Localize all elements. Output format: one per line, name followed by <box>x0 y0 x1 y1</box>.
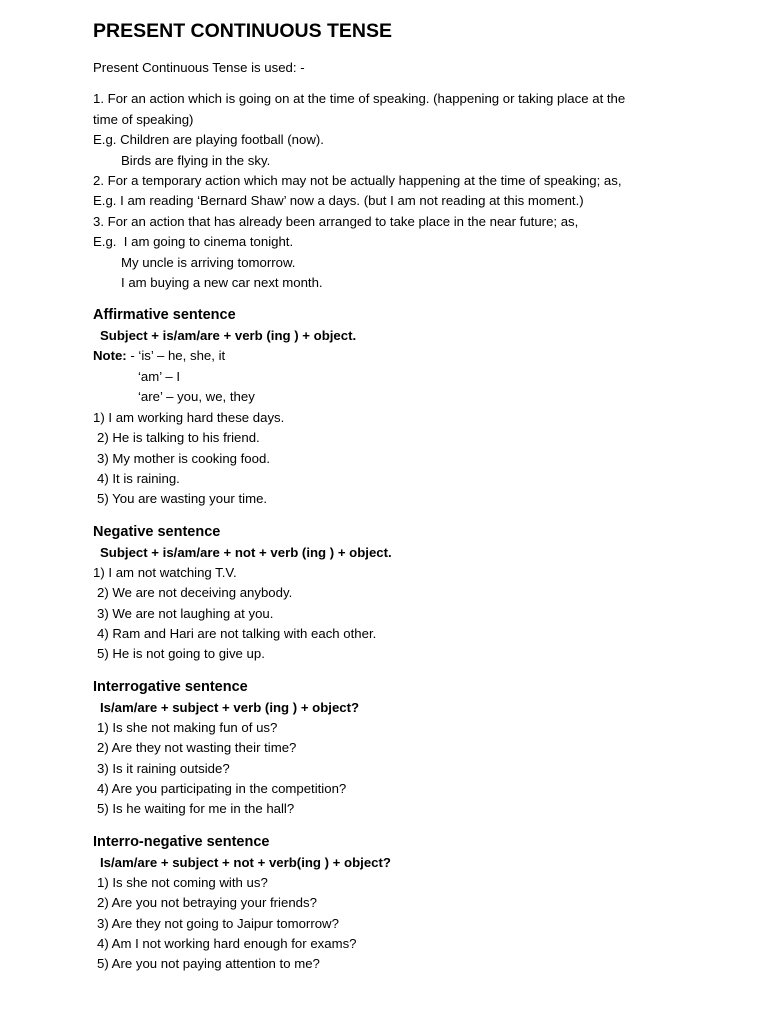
formula: Is/am/are + subject + not + verb(ing ) + object? <box>100 854 391 870</box>
page-title: PRESENT CONTINUOUS TENSE <box>93 20 393 42</box>
interro-negative-section <box>93 832 708 975</box>
example-line: 4) It is raining. <box>97 470 180 486</box>
section-heading: Affirmative sentence <box>93 307 236 324</box>
intro-text: Present Continuous Tense is used: - <box>93 60 305 75</box>
example-line: 2) We are not deceiving anybody. <box>97 585 293 601</box>
example-line: 1) I am working hard these days. <box>93 409 285 425</box>
use-line: E.g. I am reading ‘Bernard Shaw’ now a days. (but I am not reading at this moment.) <box>93 193 584 209</box>
note-text: - ‘is’ – he, she, it <box>126 348 226 364</box>
example-line: 5) You are wasting your time. <box>97 491 268 507</box>
affirmative-section <box>93 305 708 509</box>
example-line: 4) Am I not working hard enough for exams? <box>97 936 357 951</box>
spacer <box>93 78 708 89</box>
use-line: E.g. Children are playing football (now). <box>93 132 324 148</box>
uses-list <box>93 89 708 293</box>
section-heading: Negative sentence <box>93 523 221 540</box>
note-line <box>93 346 708 366</box>
use-line: My uncle is arriving tomorrow. <box>121 254 296 270</box>
example-line: 3) Are they not going to Jaipur tomorrow? <box>97 915 339 931</box>
formula: Subject + is/am/are + verb (ing ) + object. <box>100 328 357 344</box>
example-line: 1) Is she not making fun of us? <box>97 719 278 735</box>
note-line: ‘are’ – you, we, they <box>138 389 255 405</box>
example-line: 5) Is he waiting for me in the hall? <box>97 801 295 817</box>
negative-section <box>93 522 708 665</box>
use-line: 1. For an action which is going on at the time of speaking. (happening or taking place at the <box>93 91 626 107</box>
use-line: Birds are flying in the sky. <box>121 152 271 168</box>
example-line: 5) Are you not paying attention to me? <box>97 956 320 972</box>
example-line: 3) Is it raining outside? <box>97 760 230 776</box>
note-line: ‘am’ – I <box>138 368 181 384</box>
section-heading: Interro-negative sentence <box>93 833 270 850</box>
example-line: 2) Are you not betraying your friends? <box>97 895 317 911</box>
example-line: 4) Are you participating in the competition? <box>97 780 347 796</box>
use-line: I am buying a new car next month. <box>121 275 323 291</box>
note-label: Note: <box>93 348 127 364</box>
section-heading: Interrogative sentence <box>93 678 248 695</box>
example-line: 2) He is talking to his friend. <box>97 430 260 446</box>
formula: Is/am/are + subject + verb (ing ) + object? <box>100 699 360 715</box>
example-line: 4) Ram and Hari are not talking with each other. <box>97 625 377 641</box>
interrogative-section <box>93 677 708 820</box>
formula: Subject + is/am/are + not + verb (ing ) + object. <box>100 544 392 560</box>
example-line: 5) He is not going to give up. <box>97 646 265 662</box>
use-line: 2. For a temporary action which may not be actually happening at the time of speaking; as, <box>93 173 622 189</box>
example-line: 3) My mother is cooking food. <box>97 450 270 466</box>
example-line: 2) Are they not wasting their time? <box>97 740 297 756</box>
use-line: 3. For an action that has already been arranged to take place in the near future; as, <box>93 213 579 229</box>
use-line: time of speaking) <box>93 111 194 127</box>
use-line: E.g. I am going to cinema tonight. <box>93 234 294 250</box>
example-line: 3) We are not laughing at you. <box>97 605 274 621</box>
example-line: 1) Is she not coming with us? <box>97 874 268 890</box>
example-line: 1) I am not watching T.V. <box>93 564 237 580</box>
